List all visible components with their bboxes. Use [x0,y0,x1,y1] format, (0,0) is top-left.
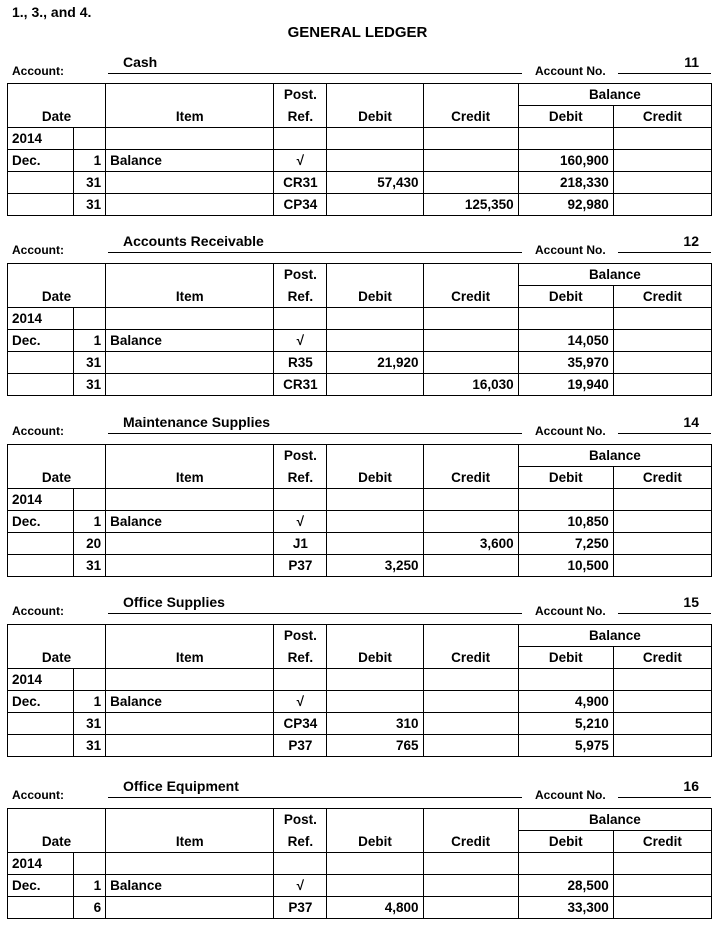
entry-balance-credit [613,533,711,555]
year-row [8,489,712,511]
entry-post-ref: CR31 [274,172,327,194]
entry-item [106,735,274,757]
entry-item [106,897,274,919]
ledger-table [7,808,712,919]
entry-balance-debit: 10,500 [518,555,613,577]
account-heading [0,780,715,810]
account-name: Maintenance Supplies [108,414,522,434]
entry-day: 31 [74,735,106,757]
entry-credit [423,691,518,713]
year-row [8,128,712,150]
entry-balance-credit [613,691,711,713]
ledger-entry-row [8,713,712,735]
balance-header: Balance [518,625,711,647]
balance-debit-header: Debit [518,831,613,853]
entry-day: 31 [74,172,106,194]
entry-credit [423,735,518,757]
debit-header: Debit [327,467,423,489]
empty-cell [613,128,711,150]
entry-item [106,533,274,555]
ref-header: Ref. [274,286,327,308]
entry-balance-debit: 5,210 [518,713,613,735]
entry-balance-credit [613,897,711,919]
entry-day: 6 [74,897,106,919]
balance-debit-header: Debit [518,467,613,489]
balance-header: Balance [518,445,711,467]
date-header-top [8,625,74,647]
ledger-entry-row [8,150,712,172]
entry-item: Balance [106,691,274,713]
entry-month [8,352,74,374]
entry-balance-debit: 35,970 [518,352,613,374]
entry-month: Dec. [8,150,74,172]
ledger-entry-row [8,511,712,533]
ref-header: Ref. [274,647,327,669]
year-cell: 2014 [8,853,74,875]
entry-balance-debit: 14,050 [518,330,613,352]
year-cell: 2014 [8,669,74,691]
balance-debit-header: Debit [518,647,613,669]
entry-item [106,713,274,735]
empty-cell [327,669,423,691]
debit-header-top [327,264,423,286]
entry-credit [423,713,518,735]
date-header-top [8,84,74,106]
account-number: 15 [618,594,711,614]
ledger-entry-row [8,330,712,352]
entry-month [8,172,74,194]
entry-post-ref: CR31 [274,374,327,396]
account-number: 11 [618,54,711,74]
entry-balance-credit [613,150,711,172]
item-header-top [106,264,274,286]
entry-post-ref: √ [274,691,327,713]
account-label: Account: [12,243,64,257]
date-header: Date [8,831,106,853]
credit-header-top [423,445,518,467]
entry-day: 1 [74,330,106,352]
year-cell: 2014 [8,489,74,511]
date-header-top [8,264,74,286]
entry-month [8,194,74,216]
ledger-table [7,83,712,216]
empty-cell [74,489,106,511]
entry-item [106,374,274,396]
ref-header: Ref. [274,467,327,489]
entry-credit [423,555,518,577]
date-header: Date [8,467,106,489]
item-header-top [106,445,274,467]
entry-month [8,897,74,919]
account-name: Office Equipment [108,778,522,798]
empty-cell [423,669,518,691]
empty-cell [274,308,327,330]
balance-credit-header: Credit [613,286,711,308]
exercise-header: 1., 3., and 4. [12,4,92,20]
ledger-entry-row [8,352,712,374]
entry-balance-debit: 33,300 [518,897,613,919]
entry-item: Balance [106,875,274,897]
entry-credit: 3,600 [423,533,518,555]
entry-post-ref: CP34 [274,194,327,216]
date-header: Date [8,286,106,308]
year-cell: 2014 [8,128,74,150]
empty-cell [74,853,106,875]
date-header-top-day [74,625,106,647]
entry-month [8,735,74,757]
empty-cell [106,128,274,150]
account-label: Account: [12,64,64,78]
balance-debit-header: Debit [518,286,613,308]
entry-day: 1 [74,511,106,533]
ledger-title: GENERAL LEDGER [287,24,428,41]
entry-debit: 57,430 [327,172,423,194]
entry-balance-debit: 19,940 [518,374,613,396]
entry-balance-credit [613,374,711,396]
balance-header: Balance [518,809,711,831]
empty-cell [518,853,613,875]
entry-post-ref: P37 [274,735,327,757]
item-header-top [106,809,274,831]
account-heading [0,416,715,446]
credit-header: Credit [423,286,518,308]
entry-credit [423,511,518,533]
entry-day: 31 [74,713,106,735]
entry-debit: 3,250 [327,555,423,577]
entry-item: Balance [106,330,274,352]
empty-cell [74,669,106,691]
ledger-entry-row [8,555,712,577]
entry-day: 1 [74,875,106,897]
entry-month [8,374,74,396]
year-row [8,669,712,691]
credit-header-top [423,809,518,831]
entry-item [106,555,274,577]
entry-balance-credit [613,735,711,757]
entry-post-ref: √ [274,511,327,533]
entry-post-ref: P37 [274,555,327,577]
post-header: Post. [274,445,327,467]
account-label: Account: [12,424,64,438]
entry-credit [423,352,518,374]
date-header-top [8,445,74,467]
entry-balance-debit: 92,980 [518,194,613,216]
account-number-label: Account No. [535,604,606,618]
credit-header: Credit [423,467,518,489]
entry-item: Balance [106,511,274,533]
empty-cell [518,669,613,691]
entry-post-ref: J1 [274,533,327,555]
entry-post-ref: R35 [274,352,327,374]
credit-header-top [423,264,518,286]
account-number-label: Account No. [535,64,606,78]
entry-month [8,713,74,735]
account-heading [0,596,715,626]
entry-day: 20 [74,533,106,555]
empty-cell [74,308,106,330]
entry-balance-credit [613,511,711,533]
entry-balance-debit: 5,975 [518,735,613,757]
debit-header: Debit [327,286,423,308]
entry-debit: 310 [327,713,423,735]
entry-debit [327,533,423,555]
entry-balance-credit [613,172,711,194]
account-label: Account: [12,604,64,618]
ledger-table [7,263,712,396]
empty-cell [106,489,274,511]
account-label: Account: [12,788,64,802]
account-number: 14 [618,414,711,434]
entry-credit [423,330,518,352]
entry-debit [327,194,423,216]
ledger-entry-row [8,172,712,194]
entry-day: 1 [74,150,106,172]
empty-cell [274,669,327,691]
ledger-entry-row [8,735,712,757]
entry-balance-debit: 7,250 [518,533,613,555]
entry-balance-credit [613,875,711,897]
credit-header-top [423,84,518,106]
ledger-table [7,624,712,757]
ref-header: Ref. [274,831,327,853]
entry-post-ref: √ [274,330,327,352]
empty-cell [613,308,711,330]
entry-item [106,352,274,374]
debit-header-top [327,445,423,467]
entry-credit [423,150,518,172]
empty-cell [613,669,711,691]
account-name: Office Supplies [108,594,522,614]
balance-debit-header: Debit [518,106,613,128]
empty-cell [613,853,711,875]
empty-cell [327,128,423,150]
credit-header-top [423,625,518,647]
debit-header: Debit [327,647,423,669]
empty-cell [274,128,327,150]
ledger-entry-row [8,533,712,555]
empty-cell [106,853,274,875]
debit-header: Debit [327,106,423,128]
entry-post-ref: √ [274,875,327,897]
empty-cell [423,308,518,330]
empty-cell [74,128,106,150]
empty-cell [106,308,274,330]
date-header-top-day [74,84,106,106]
credit-header: Credit [423,831,518,853]
debit-header-top [327,84,423,106]
account-heading [0,235,715,265]
post-header: Post. [274,84,327,106]
entry-day: 31 [74,374,106,396]
empty-cell [518,489,613,511]
credit-header: Credit [423,106,518,128]
entry-month [8,533,74,555]
entry-month: Dec. [8,330,74,352]
empty-cell [327,853,423,875]
year-row [8,853,712,875]
empty-cell [327,489,423,511]
item-header-top [106,625,274,647]
entry-credit [423,172,518,194]
entry-debit [327,330,423,352]
post-header: Post. [274,625,327,647]
entry-day: 1 [74,691,106,713]
date-header-top-day [74,809,106,831]
item-header: Item [106,467,274,489]
entry-debit [327,875,423,897]
entry-item [106,172,274,194]
ref-header: Ref. [274,106,327,128]
empty-cell [518,128,613,150]
ledger-entry-row [8,897,712,919]
item-header: Item [106,647,274,669]
item-header: Item [106,831,274,853]
post-header: Post. [274,809,327,831]
post-header: Post. [274,264,327,286]
entry-debit: 765 [327,735,423,757]
debit-header: Debit [327,831,423,853]
empty-cell [274,853,327,875]
empty-cell [518,308,613,330]
date-header: Date [8,647,106,669]
entry-post-ref: CP34 [274,713,327,735]
empty-cell [423,853,518,875]
balance-credit-header: Credit [613,467,711,489]
entry-balance-debit: 160,900 [518,150,613,172]
entry-balance-credit [613,352,711,374]
entry-debit: 4,800 [327,897,423,919]
balance-credit-header: Credit [613,106,711,128]
entry-balance-credit [613,330,711,352]
entry-credit: 125,350 [423,194,518,216]
ledger-entry-row [8,691,712,713]
account-number-label: Account No. [535,424,606,438]
account-number: 16 [618,778,711,798]
entry-balance-credit [613,555,711,577]
account-name: Accounts Receivable [108,233,522,253]
balance-credit-header: Credit [613,831,711,853]
entry-balance-debit: 28,500 [518,875,613,897]
item-header: Item [106,106,274,128]
entry-day: 31 [74,352,106,374]
empty-cell [327,308,423,330]
ledger-entry-row [8,875,712,897]
ledger-entry-row [8,374,712,396]
credit-header: Credit [423,647,518,669]
item-header: Item [106,286,274,308]
empty-cell [106,669,274,691]
item-header-top [106,84,274,106]
entry-debit [327,150,423,172]
entry-credit: 16,030 [423,374,518,396]
entry-balance-debit: 218,330 [518,172,613,194]
date-header: Date [8,106,106,128]
ledger-entry-row [8,194,712,216]
account-name: Cash [108,54,522,74]
entry-post-ref: P37 [274,897,327,919]
account-heading [0,56,715,86]
balance-header: Balance [518,264,711,286]
date-header-top-day [74,445,106,467]
account-number-label: Account No. [535,788,606,802]
entry-month [8,555,74,577]
entry-balance-credit [613,194,711,216]
entry-month: Dec. [8,691,74,713]
account-number-label: Account No. [535,243,606,257]
entry-credit [423,897,518,919]
year-row [8,308,712,330]
entry-balance-debit: 10,850 [518,511,613,533]
entry-balance-credit [613,713,711,735]
entry-day: 31 [74,194,106,216]
entry-debit [327,511,423,533]
year-cell: 2014 [8,308,74,330]
entry-debit: 21,920 [327,352,423,374]
entry-item [106,194,274,216]
balance-credit-header: Credit [613,647,711,669]
entry-day: 31 [74,555,106,577]
entry-month: Dec. [8,511,74,533]
account-number: 12 [618,233,711,253]
entry-item: Balance [106,150,274,172]
empty-cell [423,128,518,150]
balance-header: Balance [518,84,711,106]
entry-credit [423,875,518,897]
entry-debit [327,691,423,713]
debit-header-top [327,809,423,831]
entry-post-ref: √ [274,150,327,172]
entry-month: Dec. [8,875,74,897]
debit-header-top [327,625,423,647]
date-header-top-day [74,264,106,286]
date-header-top [8,809,74,831]
empty-cell [423,489,518,511]
empty-cell [613,489,711,511]
entry-balance-debit: 4,900 [518,691,613,713]
empty-cell [274,489,327,511]
ledger-table [7,444,712,577]
entry-debit [327,374,423,396]
